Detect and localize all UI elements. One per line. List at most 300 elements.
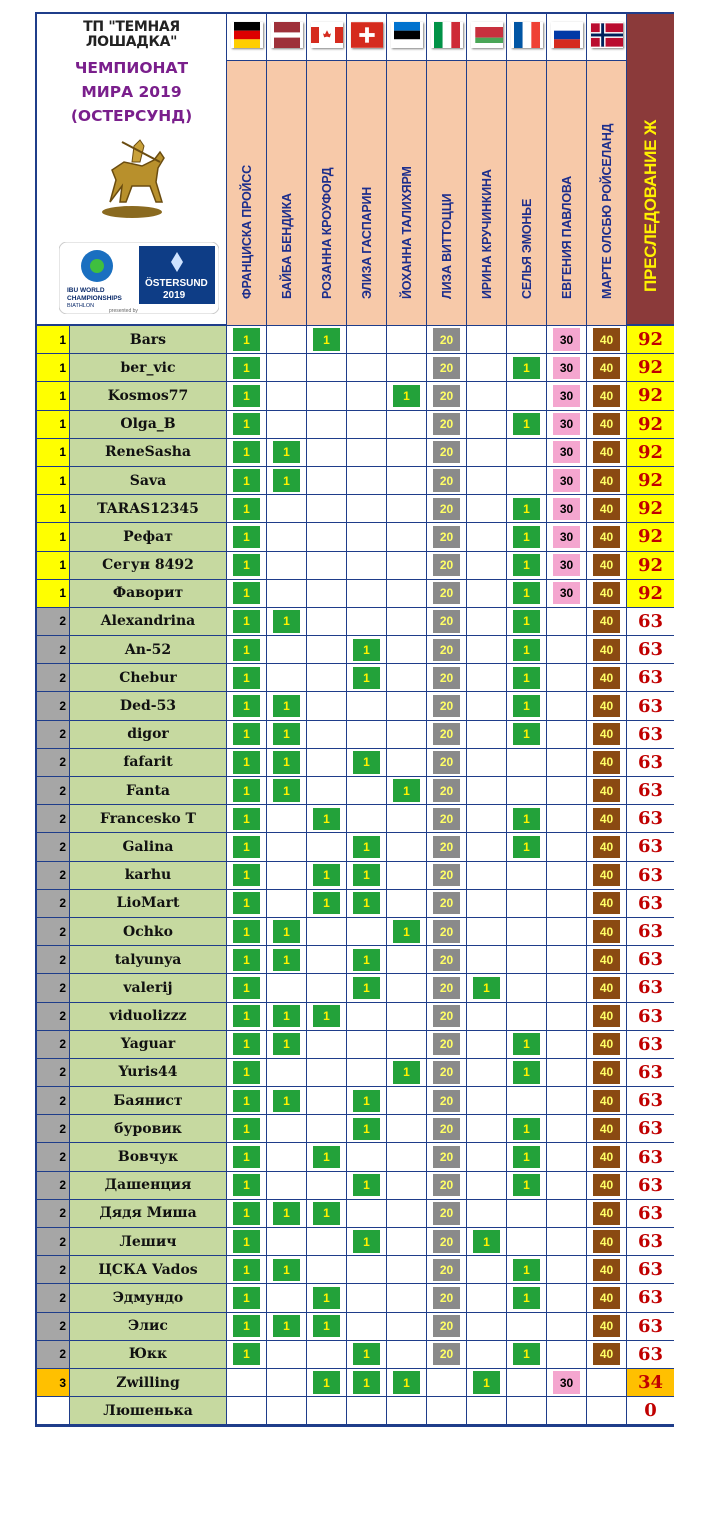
pick-cell [587,1087,627,1114]
points-mark: 20 [433,1343,460,1365]
pick-cell [427,946,467,973]
pick-cell [307,833,347,860]
points-mark: 1 [513,639,540,661]
pick-cell [507,1059,547,1086]
pick-cell [467,608,507,635]
pick-cell [387,721,427,748]
pick-cell [467,1256,507,1283]
pick-cell [267,1003,307,1030]
pick-cell [507,749,547,776]
pick-cell [347,805,387,832]
pick-cell [467,552,507,579]
pick-cell [467,382,507,409]
player-name-cell: Alexandrina [70,608,227,635]
points-mark: 1 [513,582,540,604]
pick-cell [307,749,347,776]
pick-cell [347,552,387,579]
pick-cell [267,439,307,466]
table-row [37,326,672,354]
pick-cell [387,918,427,945]
pick-cell [347,664,387,691]
points-mark: 40 [593,1118,620,1140]
pick-cell [547,1341,587,1368]
pick-cell [227,1256,267,1283]
points-mark: 1 [313,1287,340,1309]
pick-cell [307,354,347,381]
pick-cell [227,805,267,832]
pick-cell [307,1143,347,1170]
player-name-cell: Дашенция [70,1172,227,1199]
pick-cell [387,777,427,804]
player-name-cell: Фаворит [70,580,227,607]
pick-cell [547,1172,587,1199]
pick-cell [307,326,347,353]
pick-cell [307,1087,347,1114]
pick-cell [427,833,467,860]
athlete-name: РОЗАННА КРОУФОРД [319,167,334,299]
points-mark: 1 [233,582,260,604]
pick-cell [467,946,507,973]
pick-cell [347,862,387,889]
table-row [37,382,672,410]
player-name-cell: Элис [70,1313,227,1340]
pick-cell [427,1059,467,1086]
rank-cell: 2 [37,890,70,917]
table-row [37,1397,672,1425]
rank-cell: 1 [37,467,70,494]
points-mark: 40 [593,1033,620,1055]
points-mark: 1 [233,1090,260,1112]
pick-cell [467,862,507,889]
points-mark: 1 [233,1174,260,1196]
points-mark: 1 [513,357,540,379]
points-mark: 1 [233,949,260,971]
pick-cell [347,1397,387,1424]
pick-cell [587,777,627,804]
points-mark: 30 [553,498,580,520]
player-name-cell: LioMart [70,890,227,917]
points-mark: 1 [233,1061,260,1083]
rank-cell: 2 [37,1200,70,1227]
total-points-cell: 63 [627,1031,674,1058]
pick-cell [227,439,267,466]
points-mark: 1 [273,779,300,801]
points-mark: 1 [313,864,340,886]
points-mark: 1 [513,695,540,717]
points-mark: 1 [273,695,300,717]
points-mark: 40 [593,1259,620,1281]
points-mark: 40 [593,498,620,520]
pick-cell [267,354,307,381]
athlete-name-band [427,60,466,325]
points-mark: 40 [593,469,620,491]
pick-cell [267,721,307,748]
pick-cell [387,664,427,691]
rank-cell: 2 [37,1143,70,1170]
pick-cell [347,918,387,945]
points-mark: 20 [433,808,460,830]
pick-cell [267,890,307,917]
pick-cell [267,692,307,719]
points-mark: 40 [593,836,620,858]
standings-table [35,12,674,1427]
player-name-cell: Вовчук [70,1143,227,1170]
pick-cell [267,833,307,860]
pick-cell [507,692,547,719]
rank-cell: 1 [37,411,70,438]
pick-cell [387,862,427,889]
points-mark: 1 [233,808,260,830]
pick-cell [347,1087,387,1114]
pick-cell [547,833,587,860]
table-row [37,862,672,890]
rank-cell: 2 [37,1087,70,1114]
pick-cell [347,890,387,917]
points-mark: 20 [433,498,460,520]
player-name-cell: ReneSasha [70,439,227,466]
points-mark: 20 [433,695,460,717]
athlete-column-header [347,14,387,324]
pick-cell [587,1313,627,1340]
points-mark: 1 [233,723,260,745]
athlete-name-band [547,60,586,325]
points-mark: 1 [473,977,500,999]
pick-cell [547,918,587,945]
points-mark: 1 [513,723,540,745]
player-name-cell: viduolizzz [70,1003,227,1030]
table-row [37,1200,672,1228]
pick-cell [547,777,587,804]
pick-cell [347,580,387,607]
pick-cell [227,918,267,945]
total-points-cell: 63 [627,1256,674,1283]
pick-cell [267,495,307,522]
pick-cell [427,777,467,804]
pick-cell [587,805,627,832]
table-row [37,439,672,467]
points-mark: 1 [513,1174,540,1196]
pick-cell [227,890,267,917]
pick-cell [507,721,547,748]
player-name-cell: Юкк [70,1341,227,1368]
canada-flag-icon [311,22,343,48]
pick-cell [467,636,507,663]
pick-cell [307,608,347,635]
total-points-cell: 92 [627,354,674,381]
points-mark: 40 [593,1230,620,1252]
pick-cell [587,523,627,550]
pick-cell [547,326,587,353]
pick-cell [387,1228,427,1255]
player-name-cell: Fanta [70,777,227,804]
points-mark: 40 [593,1005,620,1027]
switzerland-flag-icon [351,22,383,48]
points-mark: 1 [513,1118,540,1140]
points-mark: 1 [233,667,260,689]
pick-cell [427,1228,467,1255]
pick-cell [307,1003,347,1030]
points-mark: 20 [433,667,460,689]
pick-cell [387,495,427,522]
pick-cell [587,1172,627,1199]
pick-cell [467,326,507,353]
points-mark: 1 [513,1287,540,1309]
pick-cell [227,608,267,635]
points-mark: 1 [273,920,300,942]
points-mark: 1 [393,1371,420,1393]
pick-cell [387,946,427,973]
total-points-cell: 63 [627,918,674,945]
points-mark: 1 [353,977,380,999]
pick-cell [547,1031,587,1058]
table-row [37,580,672,608]
pick-cell [427,1143,467,1170]
pick-cell [427,974,467,1001]
points-mark: 1 [313,892,340,914]
pick-cell [347,411,387,438]
pick-cell [467,805,507,832]
points-mark: 1 [353,1090,380,1112]
pick-cell [347,1143,387,1170]
rank-cell: 2 [37,862,70,889]
pick-cell [507,1228,547,1255]
total-points-cell: 63 [627,777,674,804]
player-name-cell: Chebur [70,664,227,691]
rank-cell: 1 [37,552,70,579]
pick-cell [507,439,547,466]
total-points-cell: 92 [627,411,674,438]
pick-cell [227,1397,267,1424]
points-mark: 40 [593,723,620,745]
points-mark: 1 [233,413,260,435]
pick-cell [307,1284,347,1311]
pick-cell [427,1172,467,1199]
pick-cell [227,1087,267,1114]
points-mark: 20 [433,1033,460,1055]
total-points-cell: 92 [627,326,674,353]
pick-cell [427,1313,467,1340]
pick-cell [467,721,507,748]
pick-cell [467,1284,507,1311]
pick-cell [427,1031,467,1058]
athlete-column-header [467,14,507,324]
logo-panel [37,14,227,324]
pick-cell [467,523,507,550]
rank-cell: 2 [37,1172,70,1199]
pick-cell [467,354,507,381]
points-mark: 40 [593,554,620,576]
pick-cell [307,411,347,438]
points-mark: 1 [273,441,300,463]
estonia-flag-icon [391,22,423,48]
pick-cell [227,1313,267,1340]
player-name-cell: Сегун 8492 [70,552,227,579]
pick-cell [307,1228,347,1255]
pick-cell [587,608,627,635]
svg-text:IBU WORLD: IBU WORLD [67,287,105,294]
rank-cell: 2 [37,692,70,719]
points-mark: 1 [353,864,380,886]
pick-cell [547,946,587,973]
total-points-cell: 63 [627,1228,674,1255]
pick-cell [307,467,347,494]
rank-cell: 1 [37,495,70,522]
pick-cell [387,1397,427,1424]
rank-cell [37,1397,70,1424]
points-mark: 20 [433,1259,460,1281]
pick-cell [587,495,627,522]
pick-cell [427,523,467,550]
player-name-cell: Люшенька [70,1397,227,1424]
points-mark: 40 [593,779,620,801]
total-points-cell: 92 [627,552,674,579]
rank-cell: 2 [37,1059,70,1086]
pick-cell [387,382,427,409]
pick-cell [507,1397,547,1424]
total-points-cell: 34 [627,1369,674,1396]
points-mark: 40 [593,695,620,717]
total-points-cell: 92 [627,523,674,550]
table-row [37,1341,672,1369]
rank-cell: 3 [37,1369,70,1396]
pick-cell [267,974,307,1001]
pick-cell [227,1143,267,1170]
pick-cell [347,382,387,409]
pick-cell [307,664,347,691]
points-mark: 1 [513,554,540,576]
pick-cell [227,862,267,889]
points-mark: 1 [273,610,300,632]
player-name-cell: Эдмундо [70,1284,227,1311]
pick-cell [547,552,587,579]
svg-text:ÖSTERSUND: ÖSTERSUND [145,278,208,289]
rank-cell: 2 [37,1228,70,1255]
pick-cell [387,467,427,494]
pick-cell [227,1228,267,1255]
points-mark: 1 [233,328,260,350]
pick-cell [427,749,467,776]
table-row [37,354,672,382]
pick-cell [427,1341,467,1368]
table-row [37,721,672,749]
event-title: ЧЕМПИОНАТ МИРА 2019 (ОСТЕРСУНД) [70,59,193,125]
points-mark: 40 [593,357,620,379]
points-mark: 20 [433,864,460,886]
pick-cell [347,467,387,494]
pick-cell [507,580,547,607]
player-name-cell: Olga_B [70,411,227,438]
total-points-cell: 92 [627,495,674,522]
pick-cell [507,833,547,860]
pick-cell [347,354,387,381]
pick-cell [587,354,627,381]
total-points-cell: 92 [627,580,674,607]
table-row [37,1369,672,1397]
pick-cell [427,1397,467,1424]
pick-cell [307,862,347,889]
player-name-cell: digor [70,721,227,748]
pick-cell [507,1284,547,1311]
table-row [37,918,672,946]
points-mark: 20 [433,977,460,999]
pick-cell [387,833,427,860]
player-name-cell: ber_vic [70,354,227,381]
pick-cell [347,495,387,522]
total-points-cell: 63 [627,1284,674,1311]
total-points-cell: 63 [627,636,674,663]
points-mark: 40 [593,441,620,463]
points-mark: 20 [433,1315,460,1337]
points-mark: 20 [433,413,460,435]
pick-cell [227,1284,267,1311]
pick-cell [347,1115,387,1142]
player-name-cell: Yuris44 [70,1059,227,1086]
pick-cell [427,467,467,494]
points-mark: 1 [233,892,260,914]
pick-cell [587,1284,627,1311]
pick-cell [507,1003,547,1030]
points-mark: 40 [593,1287,620,1309]
points-mark: 20 [433,920,460,942]
points-mark: 20 [433,357,460,379]
pick-cell [427,552,467,579]
pick-cell [267,1341,307,1368]
pick-cell [467,1341,507,1368]
pick-cell [347,439,387,466]
table-row [37,946,672,974]
pick-cell [467,1115,507,1142]
points-mark: 1 [233,610,260,632]
total-points-cell: 63 [627,608,674,635]
pick-cell [267,382,307,409]
pick-cell [507,777,547,804]
pick-cell [507,862,547,889]
points-mark: 1 [233,357,260,379]
pick-cell [507,1341,547,1368]
pick-cell [547,974,587,1001]
pick-cell [587,326,627,353]
athlete-name-band [387,60,426,325]
pick-cell [267,1115,307,1142]
player-name-cell: Galina [70,833,227,860]
pick-cell [547,1143,587,1170]
pick-cell [427,1003,467,1030]
total-points-cell: 63 [627,721,674,748]
pick-cell [387,354,427,381]
points-mark: 20 [433,639,460,661]
points-mark: 40 [593,751,620,773]
pick-cell [267,1397,307,1424]
points-mark: 1 [393,1061,420,1083]
points-mark: 1 [233,554,260,576]
pick-cell [467,580,507,607]
pick-cell [587,1115,627,1142]
points-mark: 1 [313,1371,340,1393]
pick-cell [427,382,467,409]
pick-cell [547,354,587,381]
points-mark: 1 [513,1259,540,1281]
pick-cell [307,1059,347,1086]
pick-cell [427,1115,467,1142]
points-mark: 20 [433,610,460,632]
rank-cell: 2 [37,1003,70,1030]
pick-cell [267,636,307,663]
pick-cell [387,552,427,579]
points-mark: 1 [233,639,260,661]
points-mark: 20 [433,441,460,463]
pick-cell [227,946,267,973]
table-row [37,1031,672,1059]
